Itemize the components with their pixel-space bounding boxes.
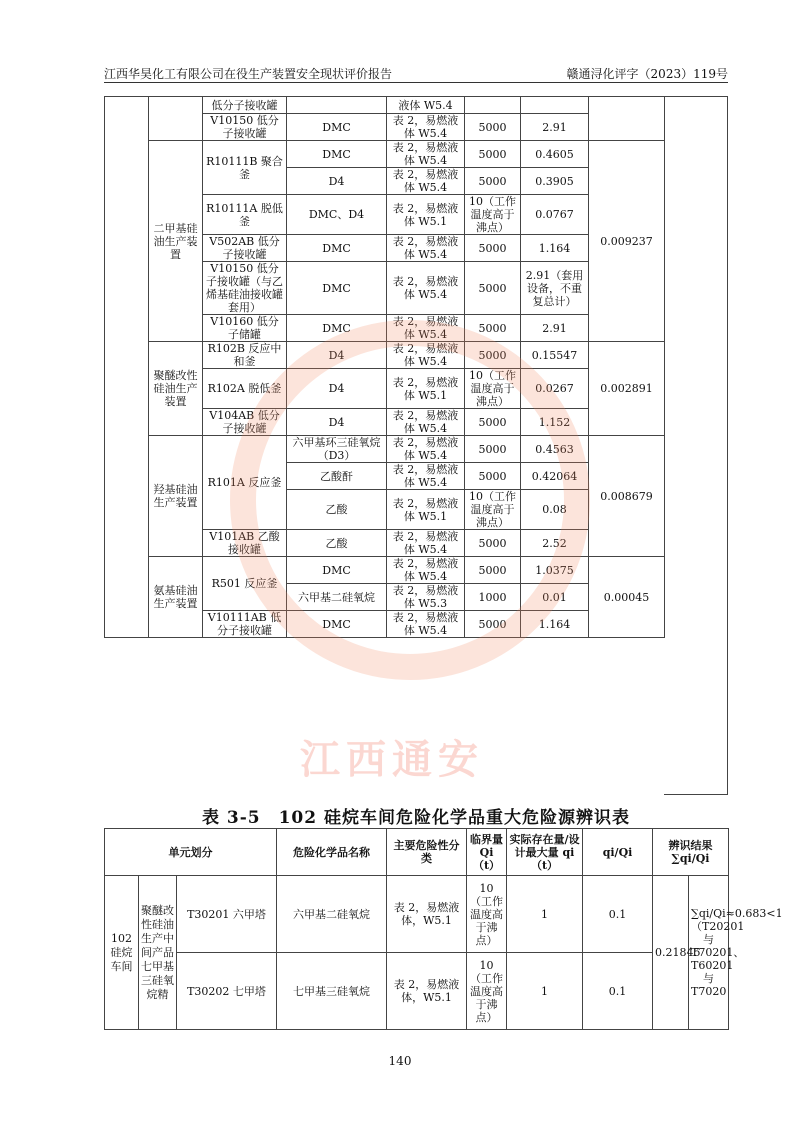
category-cell: 表 2，易燃液体 W5.4	[387, 168, 465, 195]
category-cell: 表 2，易燃液体 W5.4	[387, 114, 465, 141]
threshold-cell: 5000	[465, 436, 521, 463]
equipment-cell: V10111AB 低分子接收罐	[203, 611, 287, 638]
total-cell: 0.002891	[589, 342, 665, 436]
category-cell: 表 2，易燃液体 W5.1	[387, 369, 465, 409]
equipment-cell: V10160 低分子储罐	[203, 315, 287, 342]
ratio-cell: 0.0767	[521, 195, 589, 235]
category-cell: 表 2，易燃液体 W5.4	[387, 436, 465, 463]
ratio-cell	[521, 97, 589, 114]
category-cell: 表 2，易燃液体 W5.4	[387, 141, 465, 168]
equip-cell: T30202 七甲塔	[177, 953, 277, 1030]
unit-cell: 羟基硅油生产装置	[149, 436, 203, 557]
threshold-cell: 5000	[465, 409, 521, 436]
threshold-cell: 1000	[465, 584, 521, 611]
ratio-cell: 0.3905	[521, 168, 589, 195]
header-ratio: qi/Qi	[583, 829, 653, 876]
ratio-cell: 0.08	[521, 490, 589, 530]
total-cell: 0.009237	[589, 141, 665, 342]
chemical-cell: 六甲基环三硅氧烷（D3）	[287, 436, 387, 463]
category-cell: 液体 W5.4	[387, 97, 465, 114]
workshop-cell	[105, 97, 149, 638]
unit-cell: 二甲基硅油生产装置	[149, 141, 203, 342]
q-cell: 10（工作温度高于沸点）	[467, 953, 507, 1030]
chemical-cell: D4	[287, 168, 387, 195]
chemical-cell: DMC	[287, 557, 387, 584]
equipment-cell: R10111B 聚合釜	[203, 141, 287, 195]
category-cell: 表 2，易燃液体 W5.4	[387, 463, 465, 490]
chemical-cell: D4	[287, 409, 387, 436]
unit-cell: 聚醚改性硅油生产装置	[149, 342, 203, 436]
category-cell: 表 2，易燃液体 W5.4	[387, 235, 465, 262]
category-cell: 表 2，易燃液体 W5.4	[387, 611, 465, 638]
threshold-cell: 10（工作温度高于沸点）	[465, 490, 521, 530]
threshold-cell	[465, 97, 521, 114]
ratio-cell: 0.42064	[521, 463, 589, 490]
header-actual: 实际存在量/设计最大量 qi（t）	[507, 829, 583, 876]
threshold-cell: 5000	[465, 168, 521, 195]
ratio-cell: 0.15547	[521, 342, 589, 369]
ratio-cell: 0.1	[583, 953, 653, 1030]
ratio-cell: 1.0375	[521, 557, 589, 584]
cat-cell: 表 2，易燃液体，W5.1	[387, 876, 467, 953]
category-cell: 表 2，易燃液体 W5.1	[387, 490, 465, 530]
equipment-cell: R501 反应釜	[203, 557, 287, 611]
category-cell: 表 2，易燃液体 W5.4	[387, 409, 465, 436]
workshop-cell: 102硅烷车间	[105, 876, 139, 1030]
equipment-cell: V10150 低分子接收罐（与乙烯基硅油接收罐套用）	[203, 262, 287, 315]
ratio-cell: 0.4563	[521, 436, 589, 463]
category-cell: 表 2，易燃液体 W5.3	[387, 584, 465, 611]
total-cell: 0.00045	[589, 557, 665, 638]
category-cell: 表 2，易燃液体 W5.4	[387, 342, 465, 369]
chem-cell: 六甲基二硅氧烷	[277, 876, 387, 953]
chemical-cell: 六甲基二硅氧烷	[287, 584, 387, 611]
threshold-cell: 5000	[465, 611, 521, 638]
category-cell: 表 2，易燃液体 W5.4	[387, 262, 465, 315]
chemical-cell: DMC	[287, 315, 387, 342]
watermark-text: 江西通安	[300, 737, 484, 783]
ratio-cell: 0.0267	[521, 369, 589, 409]
threshold-cell: 5000	[465, 262, 521, 315]
ratio-cell: 0.1	[583, 876, 653, 953]
category-cell: 表 2，易燃液体 W5.1	[387, 195, 465, 235]
silane-workshop-table	[104, 828, 783, 1030]
total-cell: 0.008679	[589, 436, 665, 557]
cat-cell: 表 2，易燃液体，W5.1	[387, 953, 467, 1030]
ratio-cell: 2.91	[521, 315, 589, 342]
threshold-cell: 10（工作温度高于沸点）	[465, 195, 521, 235]
chemical-cell: 乙酸	[287, 530, 387, 557]
chemical-cell: D4	[287, 342, 387, 369]
table-row	[105, 342, 665, 369]
chemical-cell: DMC、D4	[287, 195, 387, 235]
chemical-cell: 乙酸	[287, 490, 387, 530]
ratio-cell: 2.52	[521, 530, 589, 557]
table-row	[105, 97, 665, 114]
equipment-cell: R10111A 脱低釜	[203, 195, 287, 235]
equipment-cell: V101AB 乙酸接收罐	[203, 530, 287, 557]
ratio-cell: 0.01	[521, 584, 589, 611]
threshold-cell: 5000	[465, 141, 521, 168]
threshold-cell: 5000	[465, 315, 521, 342]
category-cell: 表 2，易燃液体 W5.4	[387, 315, 465, 342]
threshold-cell: 5000	[465, 530, 521, 557]
ratio-cell: 1.152	[521, 409, 589, 436]
hazard-table-continued	[104, 96, 665, 638]
actual-cell: 1	[507, 953, 583, 1030]
chem-cell: 七甲基三硅氧烷	[277, 953, 387, 1030]
equipment-cell: V10150 低分子接收罐	[203, 114, 287, 141]
equipment-cell: V104AB 低分子接收罐	[203, 409, 287, 436]
total-cell: 0.21845	[653, 876, 689, 1030]
threshold-cell: 5000	[465, 557, 521, 584]
report-title: 江西华昊化工有限公司在役生产装置安全现状评价报告	[104, 67, 393, 81]
chemical-cell: DMC	[287, 114, 387, 141]
chemical-cell: 乙酸酐	[287, 463, 387, 490]
equipment-cell: R102B 反应中和釜	[203, 342, 287, 369]
chemical-cell: D4	[287, 369, 387, 409]
header-unit: 单元划分	[105, 829, 277, 876]
q-cell: 10（工作温度高于沸点）	[467, 876, 507, 953]
threshold-cell: 10（工作温度高于沸点）	[465, 369, 521, 409]
table-row	[105, 436, 665, 463]
category-cell: 表 2，易燃液体 W5.4	[387, 530, 465, 557]
ratio-cell: 2.91	[521, 114, 589, 141]
ratio-cell: 1.164	[521, 235, 589, 262]
threshold-cell: 5000	[465, 463, 521, 490]
equip-cell: T30201 六甲塔	[177, 876, 277, 953]
ratio-cell: 1.164	[521, 611, 589, 638]
ratio-cell: 0.4605	[521, 141, 589, 168]
category-cell: 表 2，易燃液体 W5.4	[387, 557, 465, 584]
threshold-cell: 5000	[465, 342, 521, 369]
header-chem: 危险化学品名称	[277, 829, 387, 876]
equipment-cell: R102A 脱低釜	[203, 369, 287, 409]
chemical-cell	[287, 97, 387, 114]
report-number: 赣通浔化评字（2023）119号	[566, 67, 728, 81]
equipment-cell: R101A 反应釜	[203, 436, 287, 530]
ratio-cell: 2.91（套用设备，不重复总计）	[521, 262, 589, 315]
subunit-cell: 聚醚改性硅油生产中间产品七甲基三硅氧烷精	[139, 876, 177, 1030]
chemical-cell: DMC	[287, 262, 387, 315]
table-row	[105, 141, 665, 168]
conclusion-cell: ∑qi/Qi≈0.683<1（T20201与T70201、T60201与T7020	[689, 876, 729, 1030]
total-cell	[589, 97, 665, 141]
unit-cell	[149, 97, 203, 141]
header-result: 辨识结果 ∑qi/Qi	[653, 829, 729, 876]
threshold-cell: 5000	[465, 235, 521, 262]
page-number: 140	[388, 1054, 412, 1068]
header-q: 临界量 Qi（t）	[467, 829, 507, 876]
actual-cell: 1	[507, 876, 583, 953]
chemical-cell: DMC	[287, 611, 387, 638]
chemical-cell: DMC	[287, 141, 387, 168]
header-cat: 主要危险性分类	[387, 829, 467, 876]
equipment-cell: 低分子接收罐	[203, 97, 287, 114]
page-header	[104, 64, 728, 83]
result-column	[664, 96, 728, 795]
table-row	[105, 557, 665, 584]
unit-cell: 氨基硅油生产装置	[149, 557, 203, 638]
threshold-cell: 5000	[465, 114, 521, 141]
table-caption: 表 3-5 102 硅烷车间危险化学品重大危险源辨识表	[201, 808, 631, 828]
equipment-cell: V502AB 低分子接收罐	[203, 235, 287, 262]
chemical-cell: DMC	[287, 235, 387, 262]
